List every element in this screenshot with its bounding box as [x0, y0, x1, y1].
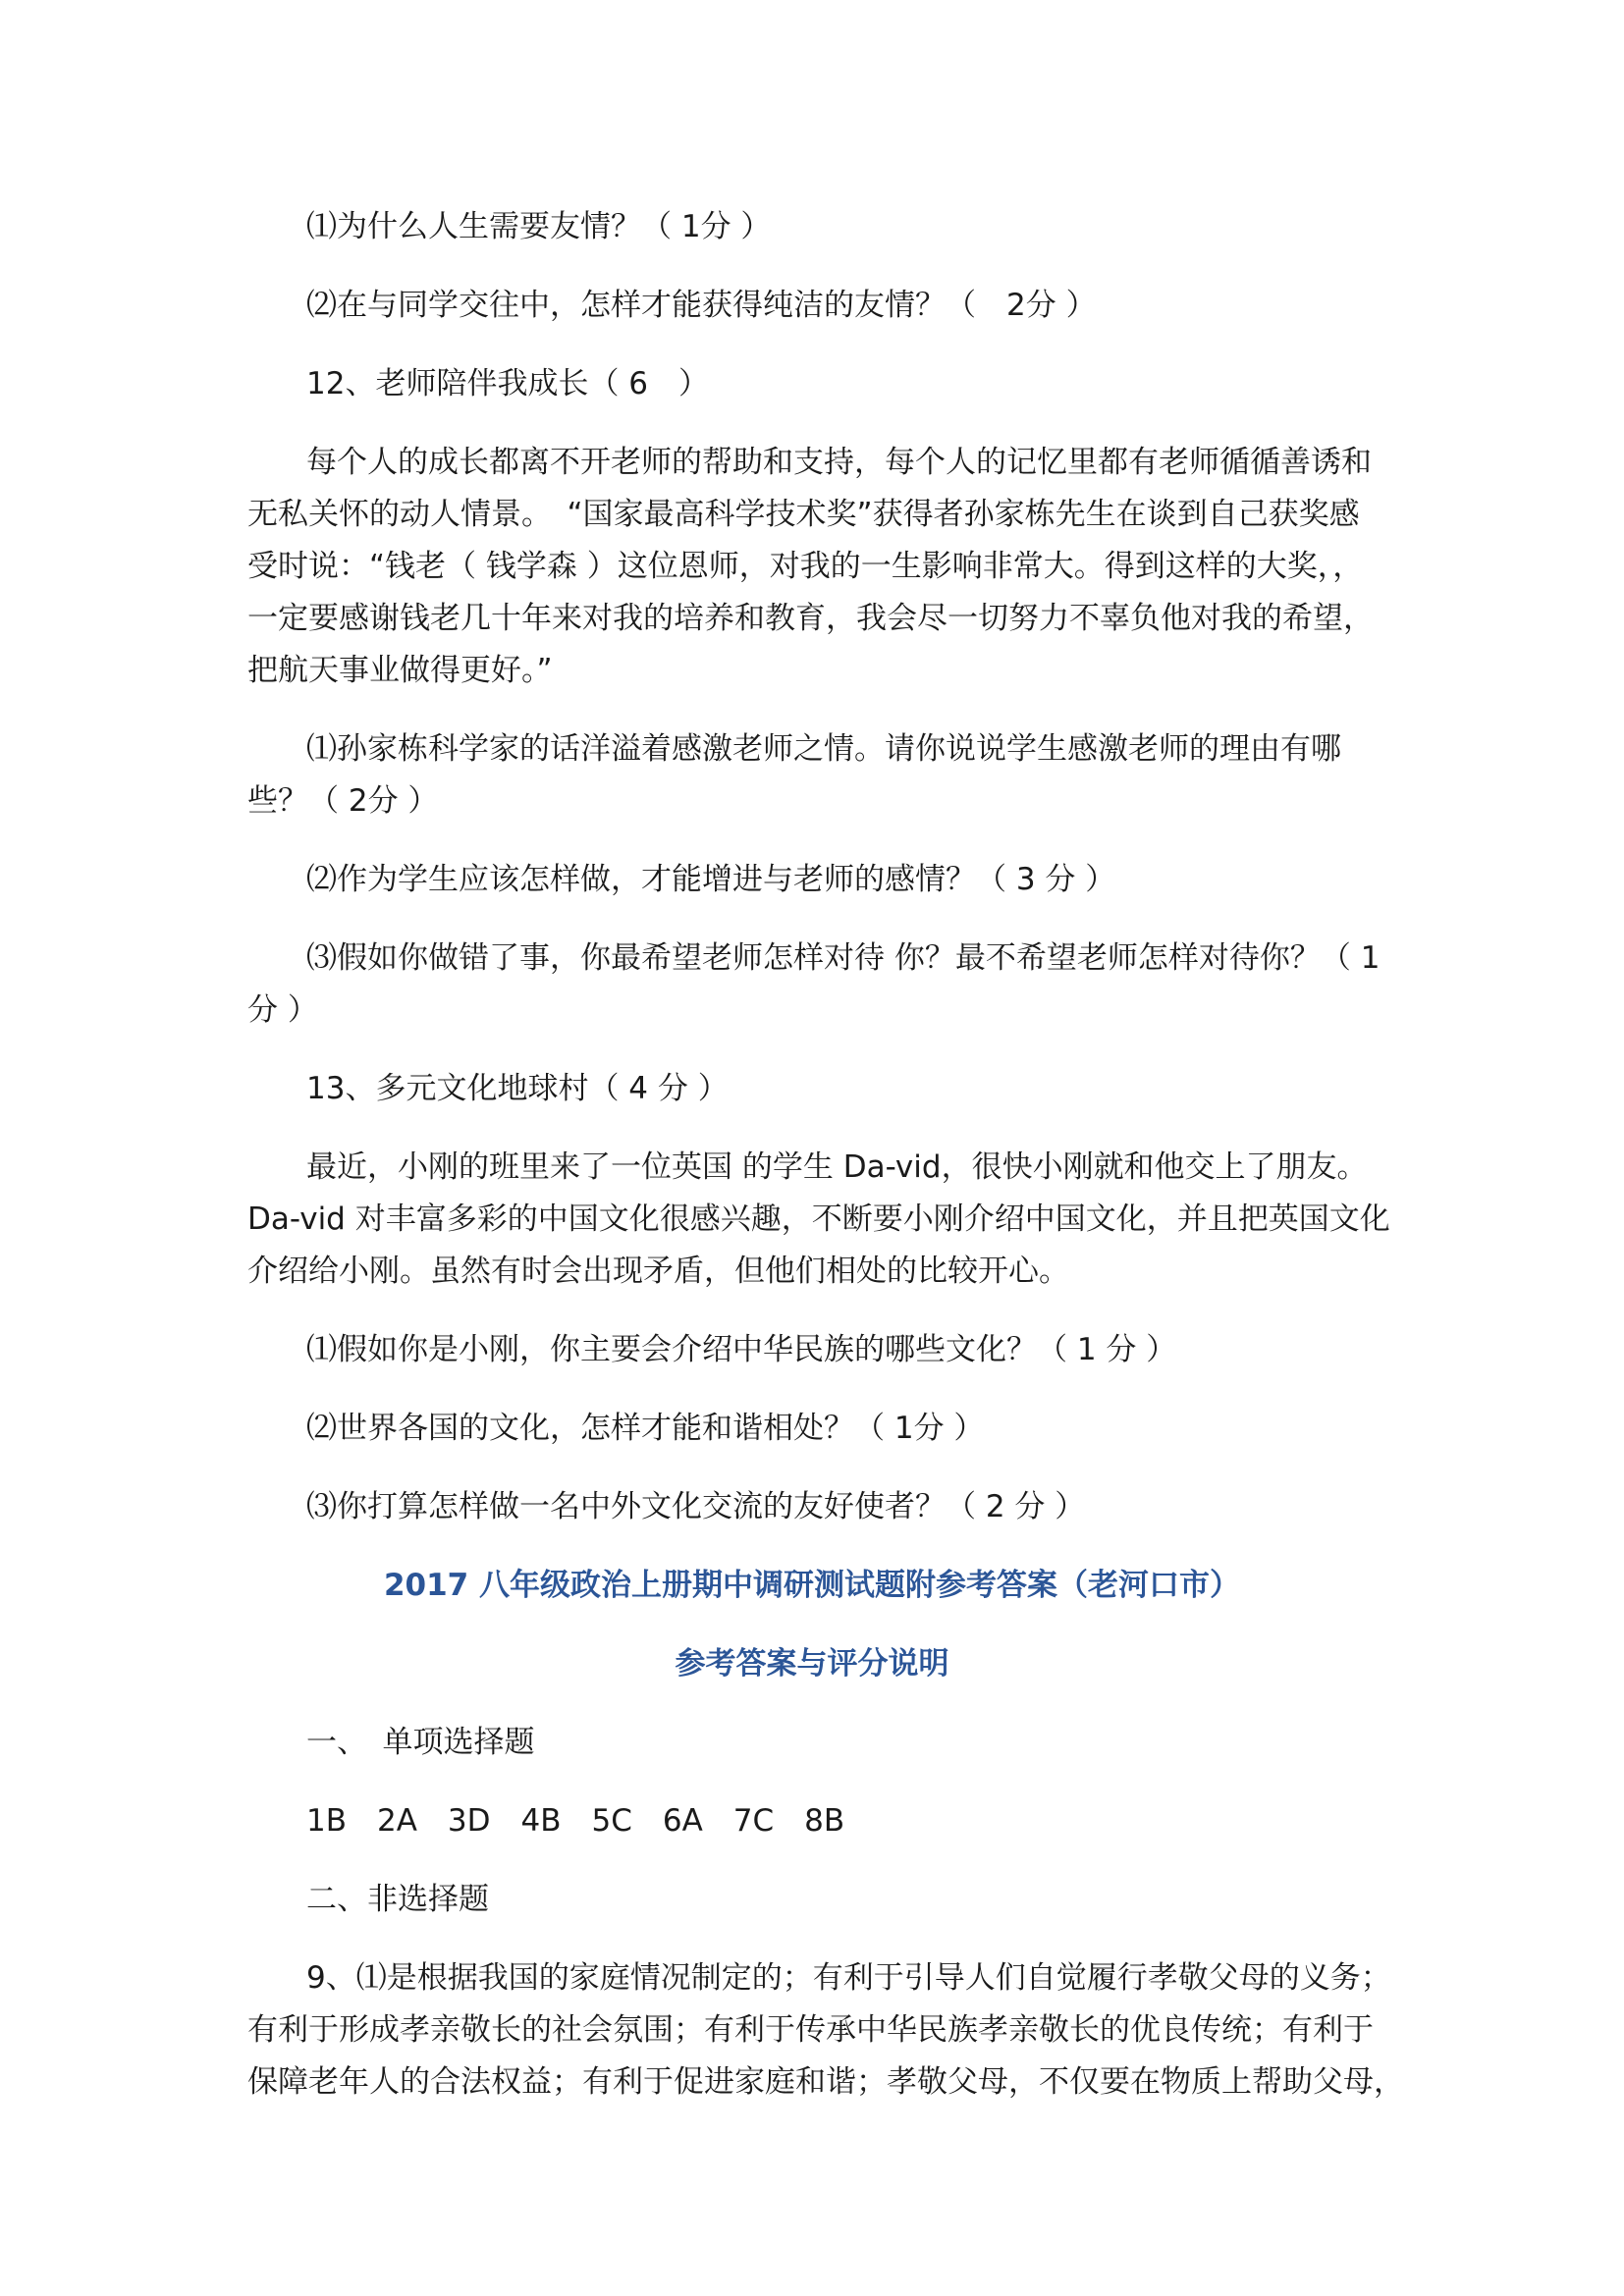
question-13-paragraph-line: Da-vid 对丰富多彩的中国文化很感兴趣，不断要小刚介绍中国文化，并且把英国文化 — [247, 1201, 1390, 1237]
question-12-paragraph-line: 把航天事业做得更好。” — [247, 653, 553, 688]
section-2-heading: 二、非选择题 — [306, 1882, 489, 1917]
answer-9-line: 9、⑴是根据我国的家庭情况制定的；有利于引导人们自觉履行孝敬父母的义务； — [306, 1960, 1391, 1996]
question-13-title: 13、多元文化地球村（ 4 分 ） — [306, 1071, 729, 1106]
question-12-title: 12、老师陪伴我成长（ 6 ） — [306, 366, 710, 401]
question-12-paragraph-line: 无私关怀的动人情景。 “国家最高科学技术奖”获得者孙家栋先生在谈到自己获奖感 — [247, 497, 1360, 532]
question-12-part-2: ⑵作为学生应该怎样做，才能增进与老师的感情？（ 3 分 ） — [306, 862, 1116, 897]
question-13-paragraph-line: 最近，小刚的班里来了一位英国 的学生 Da-vid，很快小刚就和他交上了朋友。 — [306, 1149, 1368, 1185]
section-1-heading: 一、 单项选择题 — [306, 1725, 535, 1760]
question-12-part-3: ⑶假如你做错了事，你最希望老师怎样对待 你？最不希望老师怎样对待你？（ 1 — [306, 940, 1380, 976]
question-13-part-1: ⑴假如你是小刚，你主要会介绍中华民族的哪些文化？（ 1 分 ） — [306, 1332, 1177, 1367]
multiple-choice-answers: 1B 2A 3D 4B 5C 6A 7C 8B — [306, 1803, 845, 1839]
answer-key-subtitle: 参考答案与评分说明 — [675, 1646, 949, 1682]
question-12-paragraph-line: 受时说：“钱老（ 钱学森 ）这位恩师，对我的一生影响非常大。得到这样的大奖，， — [247, 549, 1364, 584]
question-12-part-3-cont: 分 ） — [247, 992, 318, 1028]
question-12-part-1-cont: 些？（ 2分 ） — [247, 783, 439, 819]
answer-9-line: 有利于形成孝亲敬长的社会氛围；有利于传承中华民族孝亲敬长的优良传统；有利于 — [247, 2012, 1374, 2048]
answer-9-line: 保障老年人的合法权益；有利于促进家庭和谐；孝敬父母，不仅要在物质上帮助父母， — [247, 2064, 1404, 2100]
question-11-part-2: ⑵在与同学交往中，怎样才能获得纯洁的友情？（ 2分 ） — [306, 288, 1097, 323]
question-13-part-2: ⑵世界各国的文化，怎样才能和谐相处？（ 1分 ） — [306, 1411, 985, 1446]
question-12-paragraph-line: 每个人的成长都离不开老师的帮助和支持，每个人的记忆里都有老师循循善诱和 — [306, 445, 1372, 480]
question-11-part-1: ⑴为什么人生需要友情？（ 1分 ） — [306, 209, 772, 244]
question-12-part-1: ⑴孙家栋科学家的话洋溢着感激老师之情。请你说说学生感激老师的理由有哪 — [306, 731, 1341, 767]
question-12-paragraph-line: 一定要感谢钱老几十年来对我的培养和教育，我会尽一切努力不辜负他对我的希望， — [247, 601, 1374, 636]
question-13-part-3: ⑶你打算怎样做一名中外文化交流的友好使者？（ 2 分 ） — [306, 1489, 1086, 1524]
question-13-paragraph-line: 介绍给小刚。虽然有时会出现矛盾，但他们相处的比较开心。 — [247, 1254, 1069, 1289]
answer-key-title: 2017 八年级政治上册期中调研测试题附参考答案（老河口市） — [383, 1568, 1241, 1603]
